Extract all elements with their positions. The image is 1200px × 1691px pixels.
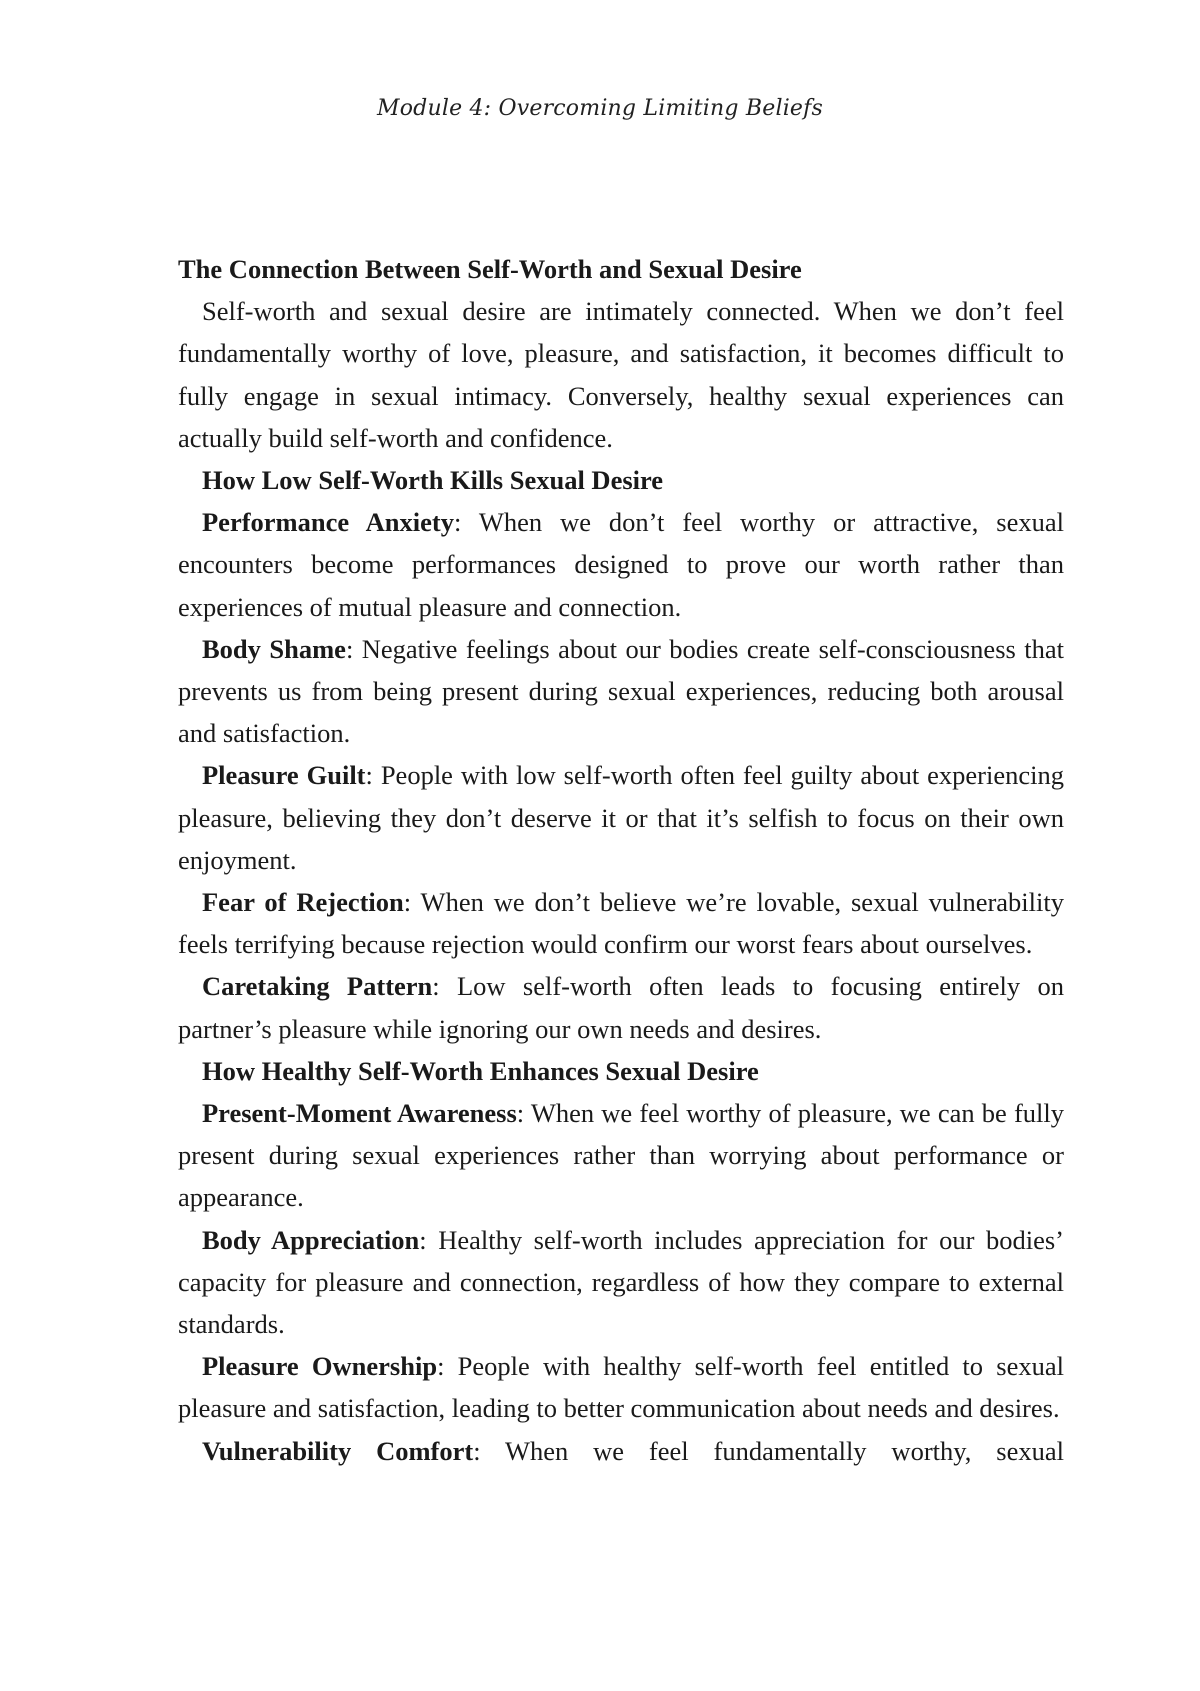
paragraph-body-shame xyxy=(178,628,1064,755)
paragraph-pleasure-guilt xyxy=(178,754,1064,881)
term-label: Performance Anxiety xyxy=(202,507,454,538)
paragraph-pleasure-ownership xyxy=(178,1345,1064,1429)
term-label: Body Appreciation xyxy=(202,1224,420,1255)
term-label: Caretaking Pattern xyxy=(202,971,433,1002)
paragraph-fear-of-rejection xyxy=(178,881,1064,965)
term-label: Vulnerability Comfort xyxy=(202,1435,474,1466)
paragraph-vulnerability-comfort xyxy=(178,1430,1064,1472)
term-label: Fear of Rejection xyxy=(202,887,404,918)
term-description: : When we don’t believe we’re lovable, sexual vulnerability feels terrifying because rejection would confirm our worst fears about ourselves. xyxy=(178,887,1065,960)
term-label: Present-Moment Awareness xyxy=(202,1098,517,1129)
subheading-healthy-self-worth: How Healthy Self-Worth Enhances Sexual Desire xyxy=(202,1055,759,1086)
section-title: The Connection Between Self-Worth and Sexual Desire xyxy=(178,254,802,284)
intro-paragraph: Self-worth and sexual desire are intimately connected. When we don’t feel fundamentally worthy of love, pleasure, and satisfaction, it becomes difficult to fully engage in sexual intimacy. Conversely, healthy sexual experiences can actually build self-worth and confidence. xyxy=(178,296,1064,453)
term-description: : When we don’t feel worthy or attractive, sexual encounters become performances designed to prove our worth rather than experiences of mutual pleasure and connection. xyxy=(178,507,1064,622)
term-description: : Healthy self-worth includes appreciation for our bodies’ capacity for pleasure and connection, regardless of how they compare to external standards. xyxy=(178,1224,1064,1340)
paragraph-caretaking-pattern xyxy=(178,965,1064,1049)
term-label: Pleasure Guilt xyxy=(202,760,366,791)
term-description: : When we feel worthy of pleasure, we can be fully present during sexual experiences rather than worrying about performance or appearance. xyxy=(178,1098,1064,1213)
term-description: : When we feel fundamentally worthy, sexual xyxy=(473,1435,1064,1466)
term-description: : Low self-worth often leads to focusing entirely on partner’s pleasure while ignoring our own needs and desires. xyxy=(178,971,1064,1044)
subheading-low-self-worth: How Low Self-Worth Kills Sexual Desire xyxy=(202,465,664,496)
paragraph-present-moment-awareness xyxy=(178,1092,1064,1219)
paragraph-body-appreciation xyxy=(178,1219,1064,1346)
running-header: Module 4: Overcoming Limiting Beliefs xyxy=(377,96,823,121)
page-body xyxy=(178,248,1064,1472)
paragraph-performance-anxiety xyxy=(178,501,1064,628)
term-label: Body Shame xyxy=(202,633,346,664)
term-label: Pleasure Ownership xyxy=(202,1351,438,1382)
term-description: : People with healthy self-worth feel entitled to sexual pleasure and satisfaction, leading to better communication about needs and desires. xyxy=(178,1351,1064,1424)
term-description: : People with low self-worth often feel guilty about experiencing pleasure, believing they don’t deserve it or that it’s selfish to focus on their own enjoyment. xyxy=(178,760,1065,875)
term-description: : Negative feelings about our bodies create self-consciousness that prevents us from being present during sexual experiences, reducing both arousal and satisfaction. xyxy=(178,633,1064,749)
